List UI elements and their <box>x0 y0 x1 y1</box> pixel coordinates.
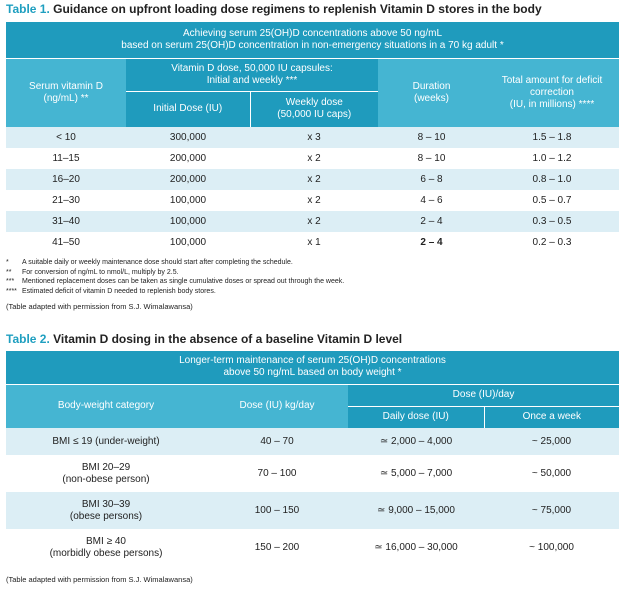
table2-category-line1: BMI ≥ 40 <box>86 535 126 547</box>
table1-note-mark: **** <box>6 287 17 295</box>
table2-cell-category <box>6 529 206 566</box>
table1-cell-total: 1.5 – 1.8 <box>532 131 572 143</box>
table1-cell-serum: 21–30 <box>52 194 80 206</box>
table2-credit: (Table adapted with permission from S.J. Wimalawansa) <box>6 575 193 584</box>
table1-row <box>6 127 619 148</box>
table1-col-dose-group-line1: Vitamin D dose, 50,000 IU capsules: <box>171 62 333 74</box>
table1-cell-weekly: x 1 <box>307 236 321 248</box>
table1-row <box>6 169 619 190</box>
table1-credit: (Table adapted with permission from S.J. Wimalawansa) <box>6 302 193 311</box>
table1-note-text: A suitable daily or weekly maintenance dose should start after completing the schedule. <box>22 259 293 266</box>
table2-col-category: Body-weight category <box>6 384 206 428</box>
table1-cell-weekly: x 2 <box>307 194 321 206</box>
table1-cell-weekly: x 2 <box>307 152 321 164</box>
table1-header-row1 <box>6 58 619 91</box>
table1-cell-initial: 200,000 <box>169 173 207 185</box>
table1-cell-total: 0.3 – 0.5 <box>532 215 572 227</box>
table1-note-mark: ** <box>6 268 12 276</box>
table1-col-duration-line1: Duration <box>412 80 451 92</box>
table2-col-dose-group: Dose (IU)/day <box>348 384 619 406</box>
table2-category-line1: BMI ≤ 19 (under-weight) <box>52 435 160 447</box>
table1-banner-row <box>6 22 619 58</box>
table2-cell-daily: ≃ 16,000 – 30,000 <box>374 541 458 553</box>
table1-banner-line1: Achieving serum 25(OH)D concentrations above 50 ng/mL <box>182 27 443 39</box>
table2-row <box>6 455 619 492</box>
table2-title-text: Vitamin D dosing in the absence of a baseline Vitamin D level <box>53 332 403 346</box>
table1-col-dose-group <box>126 58 378 91</box>
table2-cell-week: ~ 75,000 <box>531 504 572 516</box>
table2-category-line2: (morbidly obese persons) <box>49 547 163 559</box>
table1-col-serum <box>6 58 126 127</box>
table1-banner <box>6 22 619 58</box>
table2-cell-daily: ≃ 9,000 – 15,000 <box>377 504 455 516</box>
table1-cell-duration: 8 – 10 <box>417 152 446 164</box>
table2-cell-category <box>6 492 206 529</box>
table1-note <box>6 277 606 287</box>
table1-note-mark: *** <box>6 278 15 286</box>
table2-cell-dose-kg: 150 – 200 <box>254 541 300 553</box>
table1-row <box>6 148 619 169</box>
table2-cell-week: ~ 25,000 <box>531 435 572 447</box>
table1-cell-serum: 11–15 <box>52 152 80 164</box>
table2-banner-line2: above 50 ng/mL based on body weight * <box>223 367 402 379</box>
table2-cell-category <box>6 428 206 455</box>
table2-row <box>6 492 619 529</box>
table2-title <box>6 332 402 346</box>
table2-header-row1 <box>6 384 619 406</box>
table1-title-text: Guidance on upfront loading dose regimens to replenish Vitamin D stores in the body <box>53 2 542 16</box>
table1-cell-duration: 8 – 10 <box>417 131 446 143</box>
table1-col-duration <box>378 58 485 127</box>
table1-cell-initial: 200,000 <box>169 152 207 164</box>
table1-cell-duration: 2 – 4 <box>420 215 443 227</box>
table1-note <box>6 268 606 278</box>
table2-banner-line1: Longer-term maintenance of serum 25(OH)D concentrations <box>179 355 446 367</box>
table1-cell-total: 0.2 – 0.3 <box>532 236 572 248</box>
table1-col-total <box>485 58 619 127</box>
table1-cell-total: 0.5 – 0.7 <box>532 194 572 206</box>
table1-cell-initial: 100,000 <box>169 194 207 206</box>
table2-cell-week: ~ 100,000 <box>529 541 574 553</box>
table1-col-dose-group-line2: Initial and weekly *** <box>206 74 298 86</box>
table1-col-weekly <box>250 91 378 127</box>
table2-row <box>6 428 619 455</box>
table1-col-total-line2: correction <box>530 86 574 98</box>
table1-row <box>6 190 619 211</box>
table2-category-line2: (non-obese person) <box>62 473 150 485</box>
table2-title-number: Table 2. <box>6 332 50 346</box>
table2-col-daily: Daily dose (IU) <box>348 406 484 428</box>
table2-cell-daily: ≃ 2,000 – 4,000 <box>379 435 453 447</box>
table2-cell-daily: ≃ 5,000 – 7,000 <box>379 467 453 479</box>
table2-cell-dose-kg: 100 – 150 <box>254 504 300 516</box>
table2-banner-row <box>6 351 619 384</box>
table1-cell-duration: 2 – 4 <box>420 236 443 248</box>
table1-cell-initial: 100,000 <box>169 236 207 248</box>
table1-cell-serum: 16–20 <box>52 173 80 185</box>
table2-col-week: Once a week <box>484 406 619 428</box>
table2-cell-category <box>6 455 206 492</box>
table1-col-initial: Initial Dose (IU) <box>126 91 250 127</box>
table1-cell-total: 1.0 – 1.2 <box>532 152 572 164</box>
table1-cell-initial: 300,000 <box>169 131 207 143</box>
table1-banner-line2: based on serum 25(OH)D concentration in non-emergency situations in a 70 kg adult * <box>121 39 504 51</box>
table2-row <box>6 529 619 566</box>
table2-cell-dose-kg: 40 – 70 <box>260 435 294 447</box>
table1-notes <box>6 258 606 296</box>
table1-row <box>6 232 619 253</box>
table1-cell-serum: < 10 <box>56 131 76 143</box>
table2-cell-week: ~ 50,000 <box>531 467 572 479</box>
table1-col-weekly-line2: (50,000 IU caps) <box>277 109 352 121</box>
table1-note <box>6 287 606 297</box>
table1-title-number: Table 1. <box>6 2 50 16</box>
table1-col-duration-line2: (weeks) <box>413 92 449 104</box>
table1-cell-duration: 6 – 8 <box>420 173 443 185</box>
table1-col-total-line1: Total amount for deficit <box>501 74 603 86</box>
table1-cell-duration: 4 – 6 <box>420 194 443 206</box>
table1-col-serum-line2: (ng/mL) ** <box>43 92 89 104</box>
table1-col-serum-line1: Serum vitamin D <box>29 80 103 92</box>
table2-category-line1: BMI 30–39 <box>81 498 131 510</box>
table2-category-line2: (obese persons) <box>69 510 143 522</box>
table1-note-mark: * <box>6 259 9 266</box>
table1-cell-weekly: x 2 <box>307 173 321 185</box>
table1-note <box>6 258 606 268</box>
table1-cell-serum: 31–40 <box>52 215 80 227</box>
table1 <box>6 22 619 253</box>
table1-cell-serum: 41–50 <box>52 236 80 248</box>
table1-note-text: Estimated deficit of vitamin D needed to replenish body stores. <box>22 287 216 295</box>
table1-title <box>6 2 542 16</box>
table2-banner <box>6 351 619 384</box>
table1-cell-initial: 100,000 <box>169 215 207 227</box>
table1-cell-total: 0.8 – 1.0 <box>532 173 572 185</box>
table1-note-text: For conversion of ng/mL to nmol/L, multiply by 2.5. <box>22 268 179 276</box>
table1-cell-weekly: x 3 <box>307 131 321 143</box>
table1-note-text: Mentioned replacement doses can be taken as single cumulative doses or spread out through the week. <box>22 278 345 286</box>
table1-cell-weekly: x 2 <box>307 215 321 227</box>
table2-cell-dose-kg: 70 – 100 <box>257 467 297 479</box>
table2 <box>6 351 619 566</box>
table1-col-weekly-line1: Weekly dose <box>285 97 343 109</box>
table2-category-line1: BMI 20–29 <box>81 461 131 473</box>
table1-col-total-line3: (IU, in millions) **** <box>509 98 595 110</box>
table2-col-dose-kg: Dose (IU) kg/day <box>206 384 348 428</box>
table1-row <box>6 211 619 232</box>
